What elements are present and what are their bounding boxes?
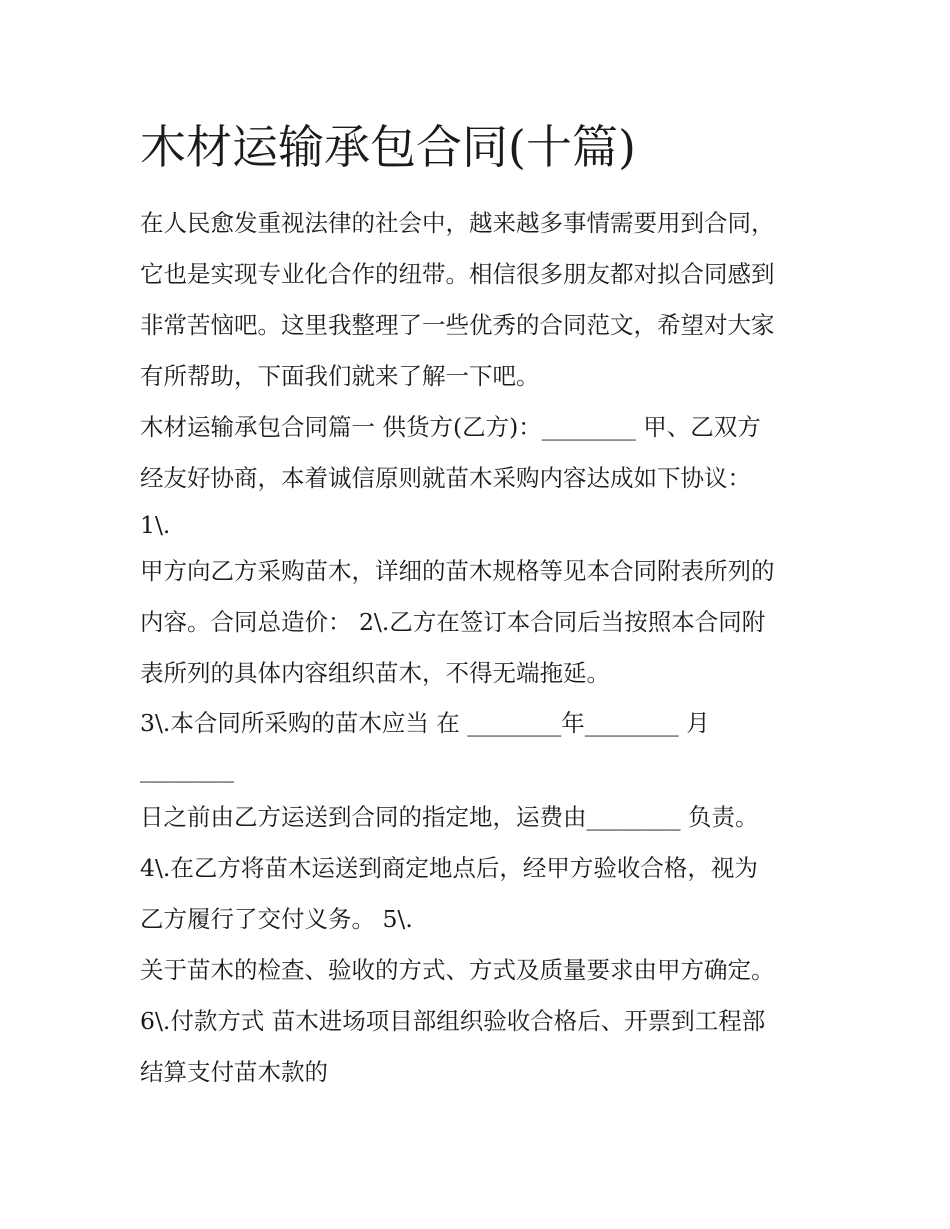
document-title: 木材运输承包合同(十篇) (140, 120, 636, 174)
paragraph-line: 非常苦恼吧。这里我整理了一些优秀的合同范文，希望对大家 (140, 311, 775, 339)
paragraph-line: 在人民愈发重视法律的社会中，越来越多事情需要用到合同， (140, 209, 775, 237)
paragraph-line: 木材运输承包合同篇一 供货方(乙方)：________ 甲、乙双方 (140, 413, 761, 441)
paragraph-line: 有所帮助，下面我们就来了解一下吧。 (140, 362, 540, 390)
paragraph-line: 3\.本合同所采购的苗木应当 在 ________年________ 月 (140, 709, 710, 737)
paragraph-line: 4\.在乙方将苗木运送到商定地点后，经甲方验收合格，视为 (140, 854, 758, 882)
paragraph-line: 内容。合同总造价： 2\.乙方在签订本合同后当按照本合同附 (140, 608, 766, 636)
paragraph-line: 关于苗木的检查、验收的方式、方式及质量要求由甲方确定。 (140, 956, 775, 984)
paragraph-line: 6\.付款方式 苗木进场项目部组织验收合格后、开票到工程部 (140, 1007, 766, 1035)
paragraph-line: 表所列的具体内容组织苗木，不得无端拖延。 (140, 659, 610, 687)
paragraph-line: 乙方履行了交付义务。 5\. (140, 905, 413, 933)
paragraph-line: 它也是实现专业化合作的纽带。相信很多朋友都对拟合同感到 (140, 260, 775, 288)
paragraph-line: 甲方向乙方采购苗木，详细的苗木规格等见本合同附表所列的 (140, 557, 775, 585)
paragraph-line: ________ (140, 755, 234, 783)
paragraph-line: 结算支付苗木款的 (140, 1058, 328, 1086)
paragraph-line: 1\. (140, 511, 171, 539)
paragraph-line: 日之前由乙方运送到合同的指定地，运费由________ 负责。 (140, 803, 759, 831)
paragraph-line: 经友好协商，本着诚信原则就苗木采购内容达成如下协议： (140, 464, 751, 492)
